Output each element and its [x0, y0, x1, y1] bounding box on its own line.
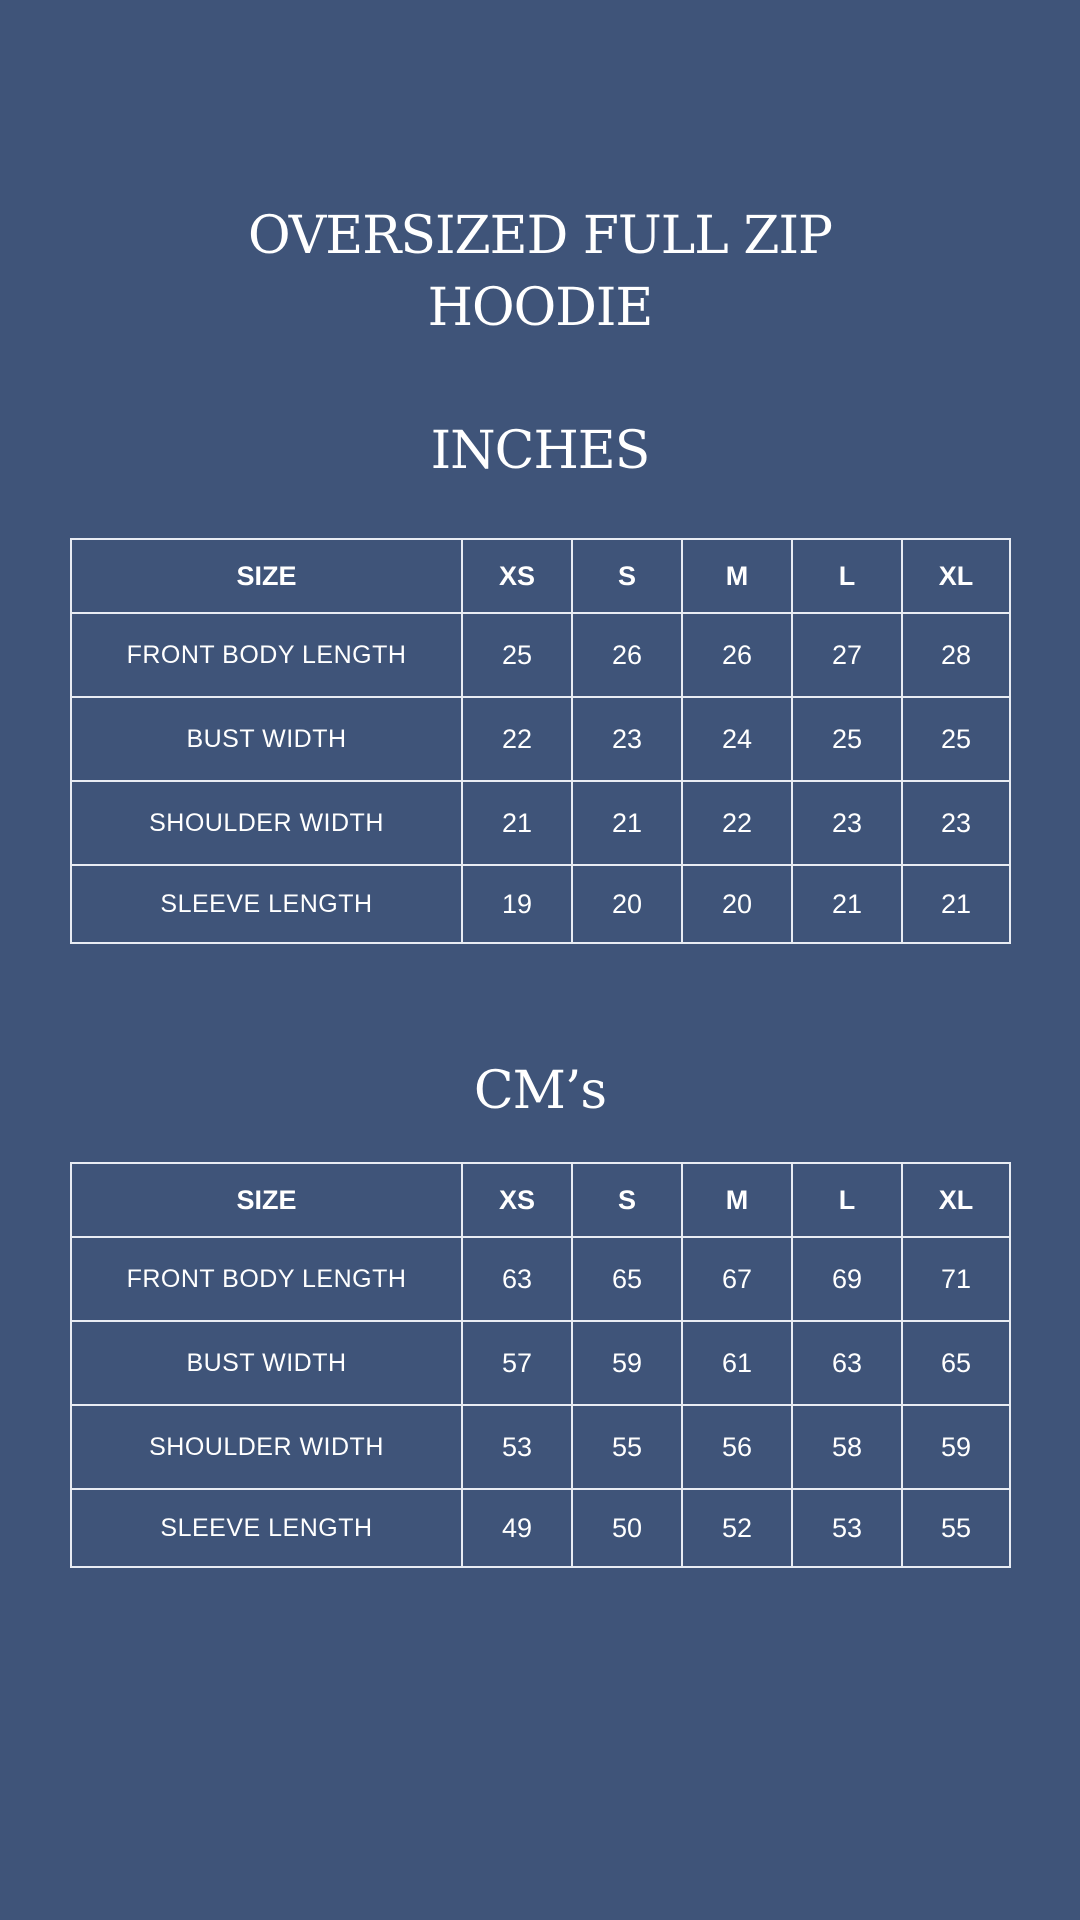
- cell-value: 23: [902, 781, 1010, 865]
- cell-value: 21: [792, 865, 902, 943]
- column-header-s: S: [572, 1163, 682, 1237]
- table-row: [71, 781, 1010, 865]
- cm-heading: CM’s: [473, 1061, 607, 1121]
- cell-value: 55: [572, 1405, 682, 1489]
- cell-value: 25: [902, 697, 1010, 781]
- cm-size-table: [70, 1162, 1011, 1568]
- cell-value: 50: [572, 1489, 682, 1567]
- row-label: SLEEVE LENGTH: [71, 865, 462, 943]
- cell-value: 23: [792, 781, 902, 865]
- cell-value: 20: [572, 865, 682, 943]
- cell-value: 53: [792, 1489, 902, 1567]
- cell-value: 63: [792, 1321, 902, 1405]
- cell-value: 71: [902, 1237, 1010, 1321]
- cell-value: 53: [462, 1405, 572, 1489]
- table-row: [71, 1321, 1010, 1405]
- cell-value: 19: [462, 865, 572, 943]
- column-header-s: S: [572, 539, 682, 613]
- table-row: [71, 697, 1010, 781]
- cell-value: 59: [902, 1405, 1010, 1489]
- table-header-row: [71, 539, 1010, 613]
- row-label: FRONT BODY LENGTH: [71, 1237, 462, 1321]
- table-row: [71, 1405, 1010, 1489]
- cell-value: 57: [462, 1321, 572, 1405]
- cell-value: 67: [682, 1237, 792, 1321]
- cell-value: 26: [682, 613, 792, 697]
- cell-value: 23: [572, 697, 682, 781]
- cell-value: 22: [462, 697, 572, 781]
- column-header-xl: XL: [902, 539, 1010, 613]
- column-header-size: SIZE: [71, 1163, 462, 1237]
- cell-value: 21: [572, 781, 682, 865]
- cell-value: 20: [682, 865, 792, 943]
- cell-value: 28: [902, 613, 1010, 697]
- inches-size-table: [70, 538, 1011, 944]
- column-header-xl: XL: [902, 1163, 1010, 1237]
- column-header-m: M: [682, 539, 792, 613]
- column-header-l: L: [792, 1163, 902, 1237]
- cell-value: 25: [792, 697, 902, 781]
- cell-value: 21: [462, 781, 572, 865]
- inches-heading: INCHES: [430, 421, 650, 481]
- column-header-size: SIZE: [71, 539, 462, 613]
- row-label: BUST WIDTH: [71, 1321, 462, 1405]
- row-label: SHOULDER WIDTH: [71, 1405, 462, 1489]
- cell-value: 59: [572, 1321, 682, 1405]
- cell-value: 65: [572, 1237, 682, 1321]
- cell-value: 24: [682, 697, 792, 781]
- cell-value: 52: [682, 1489, 792, 1567]
- cell-value: 65: [902, 1321, 1010, 1405]
- cell-value: 27: [792, 613, 902, 697]
- table-row: [71, 613, 1010, 697]
- cell-value: 61: [682, 1321, 792, 1405]
- column-header-xs: XS: [462, 539, 572, 613]
- cell-value: 21: [902, 865, 1010, 943]
- cell-value: 56: [682, 1405, 792, 1489]
- row-label: SLEEVE LENGTH: [71, 1489, 462, 1567]
- column-header-xs: XS: [462, 1163, 572, 1237]
- cell-value: 58: [792, 1405, 902, 1489]
- cell-value: 25: [462, 613, 572, 697]
- cell-value: 22: [682, 781, 792, 865]
- table-header-row: [71, 1163, 1010, 1237]
- cell-value: 69: [792, 1237, 902, 1321]
- cell-value: 26: [572, 613, 682, 697]
- product-title-line-1: OVERSIZED FULL ZIP: [247, 206, 832, 266]
- column-header-l: L: [792, 539, 902, 613]
- column-header-m: M: [682, 1163, 792, 1237]
- row-label: FRONT BODY LENGTH: [71, 613, 462, 697]
- table-row: [71, 865, 1010, 943]
- product-title-line-2: HOODIE: [427, 278, 653, 338]
- cell-value: 63: [462, 1237, 572, 1321]
- table-row: [71, 1489, 1010, 1567]
- product-title: [0, 200, 1080, 344]
- cell-value: 55: [902, 1489, 1010, 1567]
- table-row: [71, 1237, 1010, 1321]
- row-label: BUST WIDTH: [71, 697, 462, 781]
- cell-value: 49: [462, 1489, 572, 1567]
- row-label: SHOULDER WIDTH: [71, 781, 462, 865]
